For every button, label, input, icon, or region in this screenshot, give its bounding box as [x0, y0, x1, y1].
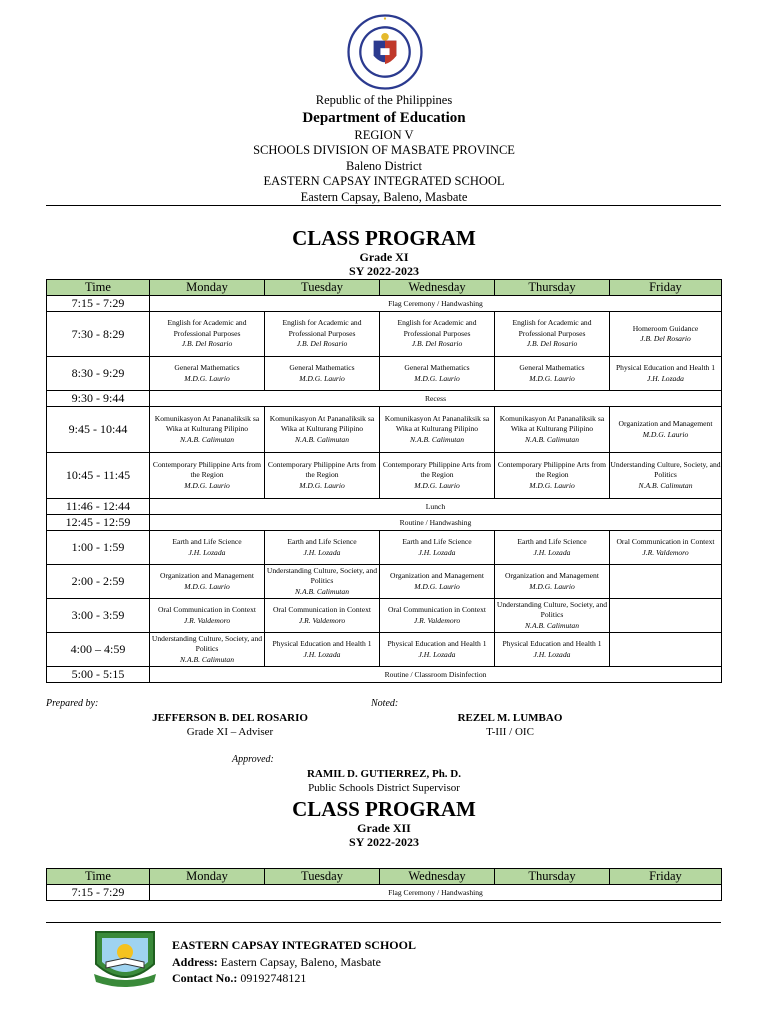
- teacher-text: N.A.B. Calimutan: [179, 654, 234, 664]
- activity-cell: Routine / Classroom Disinfection: [150, 667, 722, 683]
- empty-cell: [610, 633, 722, 667]
- schedule-cell: [265, 407, 380, 453]
- time-cell: 10:45 - 11:45: [47, 453, 150, 499]
- subject-text: Earth and Life Science: [172, 537, 242, 546]
- noted-name: REZEL M. LUMBAO: [457, 712, 563, 724]
- program2-title: CLASS PROGRAM: [292, 797, 476, 821]
- teacher-text: N.A.B. Calimutan: [638, 480, 693, 490]
- program-title: CLASS PROGRAM: [292, 226, 476, 250]
- schedule-cell: [495, 312, 610, 357]
- schedule-cell: [265, 633, 380, 667]
- class-program2-table: [46, 868, 722, 901]
- school-line: EASTERN CAPSAY INTEGRATED SCHOOL: [263, 174, 505, 188]
- teacher-text: M.D.G. Laurio: [529, 373, 575, 383]
- column-header: Thursday: [495, 280, 610, 296]
- teacher-text: N.A.B. Calimutan: [524, 620, 579, 630]
- footer-address: [172, 955, 381, 970]
- time-cell: 1:00 - 1:59: [47, 531, 150, 565]
- subject-text: Contemporary Philippine Arts from the Region: [267, 459, 377, 480]
- schedule-cell: [150, 633, 265, 667]
- subject-text: General Mathematics: [404, 363, 470, 372]
- noted-label: Noted:: [371, 698, 399, 709]
- teacher-text: J.B. Del Rosario: [411, 339, 463, 349]
- time-cell: 7:15 - 7:29: [47, 296, 150, 312]
- schedule-cell: [495, 565, 610, 599]
- teacher-text: M.D.G. Laurio: [299, 480, 345, 490]
- subject-text: Physical Education and Health 1: [502, 639, 602, 648]
- teacher-text: N.A.B. Calimutan: [524, 434, 579, 444]
- table-row: [47, 312, 722, 357]
- subject-text: Organization and Management: [618, 419, 713, 428]
- column-header: Monday: [150, 869, 265, 885]
- teacher-text: M.D.G. Laurio: [299, 373, 345, 383]
- column-header: Friday: [610, 280, 722, 296]
- subject-text: Understanding Culture, Society, and Politics: [151, 633, 263, 654]
- subject-text: Oral Communication in Context: [272, 605, 372, 614]
- schedule-cell: [150, 312, 265, 357]
- teacher-text: M.D.G. Laurio: [642, 429, 689, 439]
- subject-text: Organization and Management: [505, 571, 599, 580]
- column-header: Wednesday: [380, 280, 495, 296]
- table-row: [47, 407, 722, 453]
- column-header: Time: [47, 280, 150, 296]
- teacher-text: J.R. Valdemoro: [642, 547, 689, 557]
- activity-cell: Flag Ceremony / Handwashing: [150, 885, 722, 901]
- time-cell: 9:30 - 9:44: [47, 391, 150, 407]
- teacher-text: J.H. Lozada: [647, 373, 684, 383]
- table-header-row: [47, 280, 722, 296]
- table-row: [47, 499, 722, 515]
- approved-role: Public Schools District Supervisor: [308, 782, 460, 794]
- subject-text: General Mathematics: [519, 363, 585, 372]
- subject-text: Contemporary Philippine Arts from the Region: [497, 459, 607, 480]
- subject-text: Contemporary Philippine Arts from the Region: [152, 459, 262, 480]
- column-header: Monday: [150, 280, 265, 296]
- table-row: [47, 515, 722, 531]
- time-cell: 2:00 - 2:59: [47, 565, 150, 599]
- subject-text: Komunikasyon At Pananaliksik sa Wika at Kulturang Pilipino: [384, 413, 490, 434]
- column-header: Thursday: [495, 869, 610, 885]
- schedule-cell: [495, 407, 610, 453]
- subject-text: Organization and Management: [390, 571, 484, 580]
- schedule-cell: [610, 407, 722, 453]
- schedule-cell: [380, 633, 495, 667]
- address-line: Eastern Capsay, Baleno, Masbate: [300, 189, 468, 204]
- prepared-by-name: JEFFERSON B. DEL ROSARIO: [152, 712, 308, 724]
- schedule-cell: [265, 312, 380, 357]
- address-label: Address:: [172, 955, 218, 969]
- division-line: SCHOOLS DIVISION OF MASBATE PROVINCE: [253, 143, 515, 157]
- schedule-cell: [380, 565, 495, 599]
- contact-label: Contact No.:: [172, 971, 238, 985]
- prepared-by-label: Prepared by:: [46, 698, 99, 709]
- schedule-cell: [380, 453, 495, 499]
- department-line: Department of Education: [302, 109, 466, 126]
- activity-cell: Lunch: [150, 499, 722, 515]
- teacher-text: N.A.B. Calimutan: [294, 586, 349, 596]
- activity-cell: Routine / Handwashing: [150, 515, 722, 531]
- approved-label: Approved:: [232, 754, 274, 765]
- schedule-cell: [380, 312, 495, 357]
- schedule-cell: [150, 531, 265, 565]
- teacher-text: J.H. Lozada: [188, 547, 226, 557]
- prepared-by-role: Grade XI – Adviser: [186, 726, 274, 738]
- teacher-text: M.D.G. Laurio: [184, 581, 230, 591]
- activity-cell: Recess: [150, 391, 722, 407]
- schedule-cell: [150, 565, 265, 599]
- table-row: [47, 296, 722, 312]
- schedule-cell: [495, 357, 610, 391]
- column-header: Wednesday: [380, 869, 495, 885]
- column-header: Tuesday: [265, 280, 380, 296]
- schedule-cell: [495, 633, 610, 667]
- subject-text: English for Academic and Professional Purposes: [397, 318, 477, 338]
- teacher-text: J.H. Lozada: [303, 649, 341, 659]
- teacher-text: J.R. Valdemoro: [298, 615, 346, 625]
- subject-text: Physical Education and Health 1: [615, 363, 716, 372]
- subject-text: Contemporary Philippine Arts from the Region: [382, 459, 492, 480]
- schedule-cell: [380, 357, 495, 391]
- table-header-row: [47, 869, 722, 885]
- teacher-text: J.B. Del Rosario: [181, 339, 233, 349]
- schedule-cell: [610, 357, 722, 391]
- column-header: Friday: [610, 869, 722, 885]
- footer-contact: [172, 971, 306, 986]
- time-cell: 3:00 - 3:59: [47, 599, 150, 633]
- table-row: [47, 453, 722, 499]
- republic-line: Republic of the Philippines: [315, 93, 453, 107]
- table-row: [47, 531, 722, 565]
- subject-text: English for Academic and Professional Purposes: [282, 318, 362, 338]
- footer-divider: [46, 922, 721, 923]
- teacher-text: J.R. Valdemoro: [183, 615, 231, 625]
- teacher-text: M.D.G. Laurio: [414, 480, 460, 490]
- subject-text: General Mathematics: [289, 363, 355, 372]
- subject-text: Physical Education and Health 1: [272, 639, 372, 648]
- teacher-text: J.B. Del Rosario: [640, 334, 691, 343]
- subject-text: Organization and Management: [160, 571, 254, 580]
- program-title-block: [0, 226, 768, 278]
- letterhead: [0, 93, 768, 205]
- teacher-text: J.H. Lozada: [418, 547, 456, 557]
- teacher-text: J.R. Valdemoro: [413, 615, 461, 625]
- schedule-cell: [495, 453, 610, 499]
- table-row: [47, 565, 722, 599]
- program-grade: Grade XI: [359, 250, 409, 264]
- table-row: [47, 357, 722, 391]
- teacher-text: M.D.G. Laurio: [414, 581, 460, 591]
- table-row: [47, 599, 722, 633]
- column-header: Time: [47, 869, 150, 885]
- noted-role: T-III / OIC: [486, 726, 534, 738]
- teacher-text: J.B. Del Rosario: [526, 339, 578, 349]
- teacher-text: M.D.G. Laurio: [529, 480, 575, 490]
- teacher-text: J.H. Lozada: [533, 547, 571, 557]
- empty-cell: [610, 599, 722, 633]
- subject-text: Physical Education and Health 1: [387, 639, 487, 648]
- schedule-cell: [380, 531, 495, 565]
- teacher-text: M.D.G. Laurio: [184, 480, 230, 490]
- subject-text: Komunikasyon At Pananaliksik sa Wika at Kulturang Pilipino: [154, 413, 260, 434]
- approved-name: RAMIL D. GUTIERREZ, Ph. D.: [306, 768, 462, 780]
- subject-text: English for Academic and Professional Purposes: [512, 318, 592, 338]
- subject-text: Understanding Culture, Society, and Politics: [266, 565, 378, 586]
- schedule-cell: [265, 357, 380, 391]
- program-sy: SY 2022-2023: [349, 264, 419, 278]
- time-cell: 9:45 - 10:44: [47, 407, 150, 453]
- teacher-text: J.H. Lozada: [533, 649, 571, 659]
- time-cell: 8:30 - 9:29: [47, 357, 150, 391]
- subject-text: Homeroom Guidance: [632, 323, 699, 333]
- teacher-text: J.H. Lozada: [418, 649, 456, 659]
- schedule-cell: [495, 531, 610, 565]
- schedule-cell: [150, 599, 265, 633]
- schedule-cell: [265, 531, 380, 565]
- subject-text: Oral Communication in Context: [616, 537, 715, 546]
- teacher-text: J.H. Lozada: [303, 547, 341, 557]
- time-cell: 7:15 - 7:29: [47, 885, 150, 901]
- subject-text: Earth and Life Science: [517, 537, 587, 546]
- schedule-cell: [150, 407, 265, 453]
- subject-text: English for Academic and Professional Purposes: [167, 318, 247, 338]
- time-cell: 4:00 – 4:59: [47, 633, 150, 667]
- teacher-text: N.A.B. Calimutan: [409, 434, 464, 444]
- subject-text: Understanding Culture, Society, and Politics: [610, 459, 721, 480]
- schedule-cell: [150, 357, 265, 391]
- schedule-cell: [265, 453, 380, 499]
- time-cell: 11:46 - 12:44: [47, 499, 150, 515]
- contact-value: 09192748121: [240, 971, 307, 985]
- schedule-cell: [610, 312, 722, 357]
- subject-text: Earth and Life Science: [402, 537, 472, 546]
- schedule-cell: [610, 531, 722, 565]
- time-cell: 12:45 - 12:59: [47, 515, 150, 531]
- schedule-cell: [495, 599, 610, 633]
- teacher-text: M.D.G. Laurio: [184, 373, 230, 383]
- schedule-cell: [380, 599, 495, 633]
- program2-grade: Grade XII: [357, 821, 411, 835]
- schedule-cell: [380, 407, 495, 453]
- subject-text: Oral Communication in Context: [387, 605, 487, 614]
- schedule-cell: [150, 453, 265, 499]
- table-row: [47, 667, 722, 683]
- subject-text: Earth and Life Science: [287, 537, 357, 546]
- region-line: REGION V: [354, 127, 414, 142]
- school-logo-icon: [92, 928, 158, 990]
- program2-title-block: [0, 797, 768, 849]
- schedule-cell: [265, 599, 380, 633]
- teacher-text: M.D.G. Laurio: [529, 581, 575, 591]
- address-value: Eastern Capsay, Baleno, Masbate: [220, 955, 381, 969]
- footer-school-name: EASTERN CAPSAY INTEGRATED SCHOOL: [172, 938, 416, 952]
- teacher-text: M.D.G. Laurio: [414, 373, 460, 383]
- subject-text: General Mathematics: [174, 363, 240, 372]
- teacher-text: N.A.B. Calimutan: [179, 434, 234, 444]
- district-line: Baleno District: [345, 158, 423, 173]
- header-divider: [46, 205, 721, 206]
- class-program-table: [46, 279, 722, 683]
- table-row: [47, 633, 722, 667]
- subject-text: Komunikasyon At Pananaliksik sa Wika at Kulturang Pilipino: [269, 413, 375, 434]
- teacher-text: J.B. Del Rosario: [296, 339, 348, 349]
- table-row: [47, 885, 722, 901]
- deped-seal-icon: [347, 14, 423, 90]
- schedule-cell: [265, 565, 380, 599]
- empty-cell: [610, 565, 722, 599]
- subject-text: Understanding Culture, Society, and Politics: [496, 599, 608, 620]
- column-header: Tuesday: [265, 869, 380, 885]
- time-cell: 5:00 - 5:15: [47, 667, 150, 683]
- subject-text: Oral Communication in Context: [157, 605, 257, 614]
- table-row: [47, 391, 722, 407]
- schedule-cell: [610, 453, 722, 499]
- time-cell: 7:30 - 8:29: [47, 312, 150, 357]
- subject-text: Komunikasyon At Pananaliksik sa Wika at Kulturang Pilipino: [499, 413, 605, 434]
- activity-cell: Flag Ceremony / Handwashing: [150, 296, 722, 312]
- program2-sy: SY 2022-2023: [349, 835, 419, 849]
- teacher-text: N.A.B. Calimutan: [294, 434, 349, 444]
